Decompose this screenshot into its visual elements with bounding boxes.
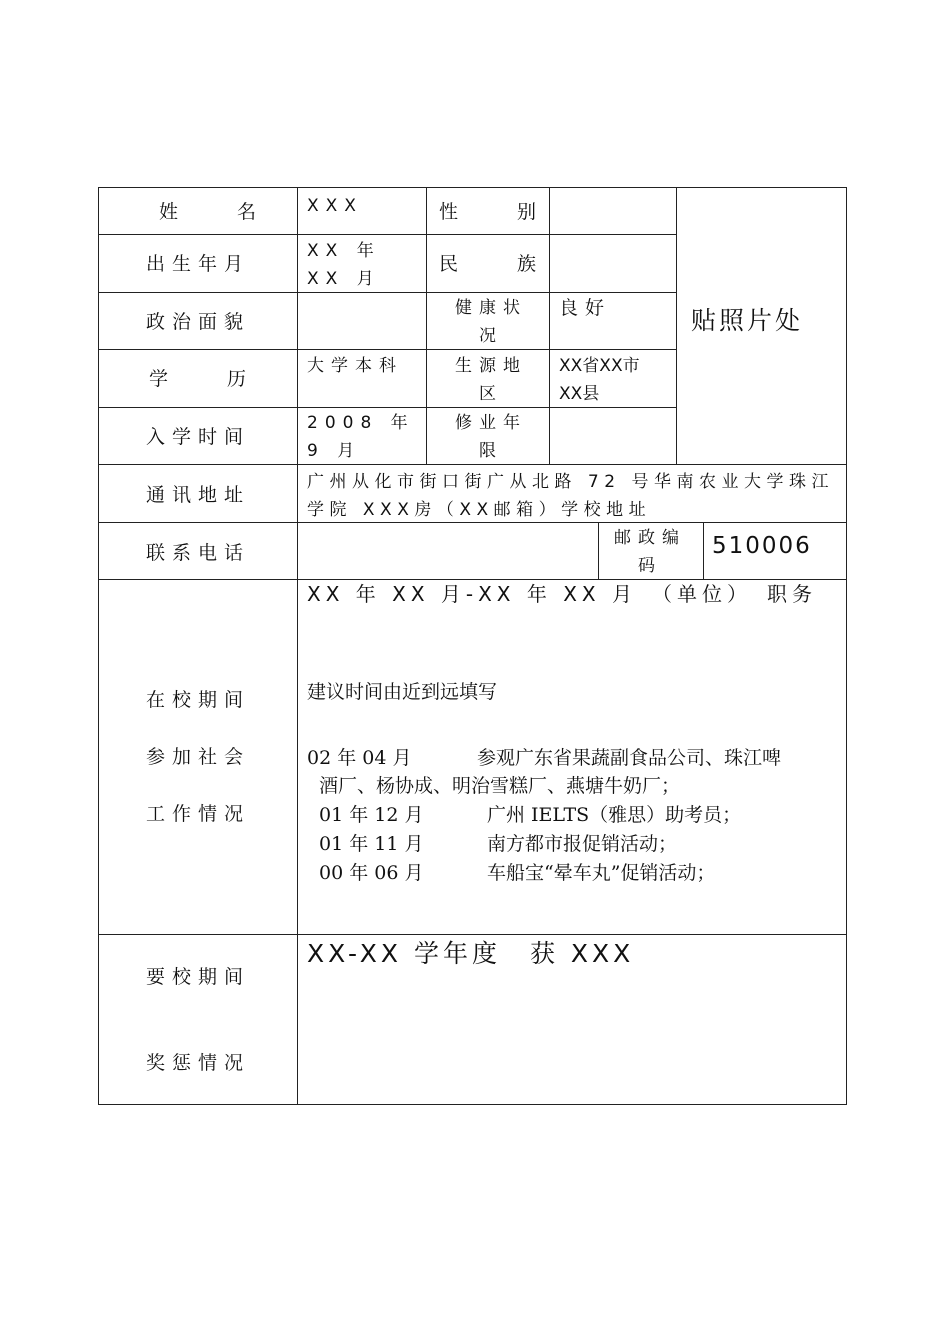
activity-text: 车船宝“晕车丸”促销活动； — [487, 862, 716, 884]
col-divider — [297, 188, 298, 1104]
activity-text-cont: 酒厂、杨协成、明治雪糕厂、燕塘牛奶厂； — [319, 775, 681, 797]
ethnicity-label: 民 族 — [439, 253, 544, 275]
origin-label: 生源地区 — [455, 356, 527, 404]
col-divider — [703, 522, 704, 579]
social-work-label-1: 在校期间 — [146, 689, 251, 711]
activity-date: 01 年 11 月 — [319, 833, 424, 855]
enrollment-label: 入学时间 — [146, 426, 251, 448]
birth-value[interactable]: XX 年 XX 月 — [307, 241, 381, 289]
row-divider — [99, 934, 846, 935]
activity-text: 南方都市报促销活动； — [487, 833, 678, 855]
activity-date: 00 年 06 月 — [319, 862, 424, 884]
registration-form — [98, 187, 847, 1105]
education-label: 学 历 — [149, 368, 254, 390]
col-divider — [598, 522, 599, 579]
row-divider — [99, 234, 676, 235]
awards-label-1: 要校期间 — [146, 966, 251, 988]
row-divider — [99, 349, 676, 350]
address-value[interactable]: 广州从化市街口街广从北路 72 号华南农业大学珠江学院 XXX房（XX邮箱）学校地址 — [307, 472, 834, 520]
postcode-value[interactable]: 510006 — [712, 533, 812, 559]
birth-label: 出生年月 — [146, 253, 251, 275]
photo-placeholder[interactable]: 贴照片处 — [691, 306, 804, 335]
phone-label: 联系电话 — [146, 542, 251, 564]
activity-date: 02 年 04 月 — [307, 747, 412, 769]
social-work-label-2: 参加社会 — [146, 746, 251, 768]
enrollment-value[interactable]: 2008 年 9 月 — [307, 413, 415, 461]
awards-label-2: 奖惩情况 — [146, 1052, 251, 1074]
education-value[interactable]: 大学本科 — [307, 356, 403, 376]
gender-label: 性 别 — [439, 201, 544, 223]
health-label: 健康状况 — [455, 298, 527, 346]
social-work-label-3: 工作情况 — [146, 803, 251, 825]
social-work-header[interactable]: XX 年 XX 月-XX 年 XX 月 （单位） 职务 — [307, 582, 817, 606]
social-work-hint: 建议时间由近到远填写 — [307, 681, 498, 703]
address-label: 通讯地址 — [146, 484, 251, 506]
name-value[interactable]: XXX — [307, 196, 363, 216]
political-label: 政治面貌 — [146, 311, 251, 333]
health-value[interactable]: 良好 — [559, 297, 612, 319]
activity-text: 广州 IELTS（雅思）助考员； — [487, 804, 742, 826]
col-divider — [426, 188, 427, 464]
origin-value[interactable]: XX省XX市XX县 — [559, 356, 640, 404]
activity-text: 参观广东省果蔬副食品公司、珠江啤 — [477, 747, 782, 769]
col-divider — [549, 188, 550, 464]
awards-text[interactable]: XX-XX 学年度 获 XXX — [307, 939, 635, 968]
postcode-label: 邮政编码 — [614, 528, 686, 576]
duration-label: 修业年限 — [455, 413, 527, 461]
activity-date: 01 年 12 月 — [319, 804, 424, 826]
name-label: 姓 名 — [159, 201, 264, 223]
col-divider — [676, 188, 677, 464]
